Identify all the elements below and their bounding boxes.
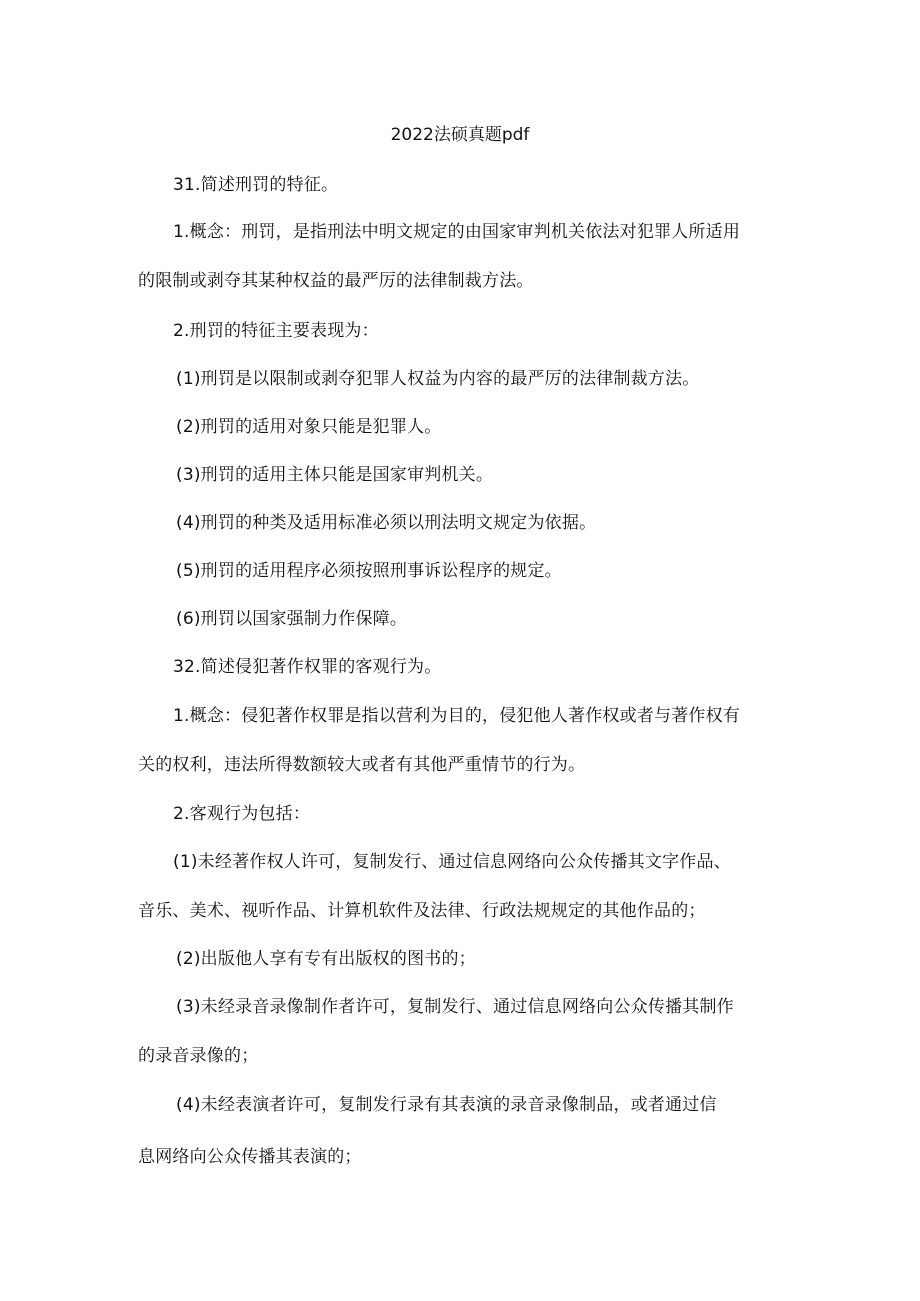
list-item: (3)未经录音录像制作者许可，复制发行、通过信息网络向公众传播其制作	[176, 997, 734, 1017]
list-item: (2)刑罚的适用对象只能是犯罪人。	[176, 417, 442, 437]
question-31-heading: 31.简述刑罚的特征。	[173, 175, 339, 195]
list-item: (5)刑罚的适用程序必须按照刑事诉讼程序的规定。	[176, 561, 562, 581]
list-item: (6)刑罚以国家强制力作保障。	[176, 609, 408, 629]
paragraph-line: 1.概念：刑罚，是指刑法中明文规定的由国家审判机关依法对犯罪人所适用	[173, 222, 741, 242]
list-item: (1)刑罚是以限制或剥夺犯罪人权益为内容的最严厉的法律制裁方法。	[176, 369, 700, 389]
paragraph-line: 关的权利，违法所得数额较大或者有其他严重情节的行为。	[138, 755, 586, 775]
list-item: (1)未经著作权人许可，复制发行、通过信息网络向公众传播其文字作品、	[173, 852, 731, 872]
page-title: 2022法硕真题pdf	[390, 125, 530, 145]
paragraph-line: 1.概念：侵犯著作权罪是指以营利为目的，侵犯他人著作权或者与著作权有	[173, 706, 741, 726]
paragraph-line: 的录音录像的；	[138, 1046, 259, 1066]
paragraph-line: 2.客观行为包括：	[173, 804, 311, 824]
paragraph-line: 的限制或剥夺其某种权益的最严厉的法律制裁方法。	[138, 271, 534, 291]
paragraph-line: 音乐、美术、视听作品、计算机软件及法律、行政法规规定的其他作品的；	[138, 901, 706, 921]
paragraph-line: 2.刑罚的特征主要表现为：	[173, 321, 379, 341]
list-item: (3)刑罚的适用主体只能是国家审判机关。	[176, 465, 494, 485]
paragraph-line: 息网络向公众传播其表演的；	[138, 1147, 362, 1167]
list-item: (4)未经表演者许可，复制发行录有其表演的录音录像制品，或者通过信	[176, 1095, 717, 1115]
question-32-heading: 32.简述侵犯著作权罪的客观行为。	[173, 657, 442, 677]
list-item: (4)刑罚的种类及适用标准必须以刑法明文规定为依据。	[176, 513, 597, 533]
list-item: (2)出版他人享有专有出版权的图书的；	[176, 949, 476, 969]
